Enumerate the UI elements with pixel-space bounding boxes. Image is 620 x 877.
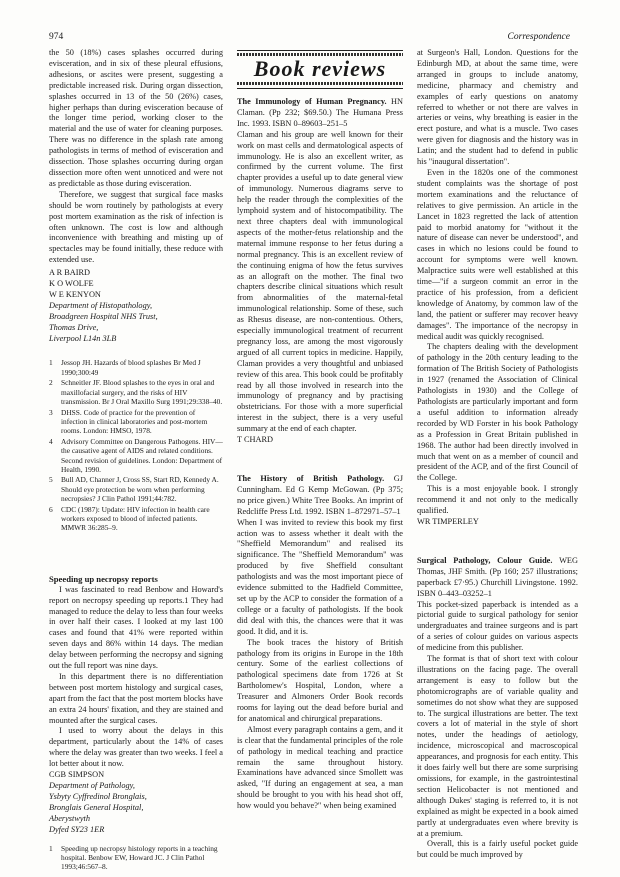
column-book-reviews-1 bbox=[237, 48, 403, 812]
review2-paragraph-4: at Surgeon's Hall, London. Questions for the Edinburgh MD, at about the same time, were arranged in groups to include anatomy, medicine, pharmacy and chemistry and examples of early questions on anatomy referred to whether or not there are valves in arteries or veins, why breathing is easier in the erect posture, and what is a muscle. Two cases were given for diagnosis and the history was in Latin; and the student had to defend in public his "inaugural dissertation". bbox=[417, 48, 578, 167]
letter2-references bbox=[49, 844, 223, 872]
review1-paragraph-1: Claman and his group are well known for their work on mast cells and dermatological aspects of immunology. He is also an excellent writer, as confirmed by the current volume. The first chapter provides a useful up to date general view of immunology. Numerous diagrams serve to help the reader through the complexities of the lymphoid system and of histocompatibility. The next three chapters deal with immunological aspects of the mother-fetus relationship and the maternal immune response to her fetus during a normal pregnancy. This is an excellent review of the continuing enigma of how the fetus survives as an allograft on the mother. The final two chapters describe clinical situations which result from abnormalities of the maternal-fetal immunological relationship. Some of these, such as Rhesus disease, are non-contentious. Others, especially immunological treatment of recurrent pregnancy loss, are among the most vigorously argued of all current topics in medicine. Happily, Claman provides a very thoughtful and unbiased review of this area. This book could be profitably read by all those involved in research into the immunology of pregnancy and by practising obstetricians. For those with a more superficial interest in the subject, there is a very useful summary at the end of each chapter. bbox=[237, 129, 403, 434]
reference-item: 6 CDC (1987): Update: HIV infection in health care workers exposed to blood of infected patients. MMWR 36:285–9. bbox=[49, 504, 210, 533]
review2-reviewer: WR TIMPERLEY bbox=[417, 516, 479, 526]
affiliation-line: Thomas Drive, bbox=[49, 322, 99, 332]
review3-bibliography: WEG Thomas, JHF Smith. (Pp 160; 257 illustrations; paperback £7·95.) Churchill Livingstone. 1992. ISBN 0–443–03252–1 bbox=[417, 555, 578, 598]
affiliation-line: Broadgreen Hospital NHS Trust, bbox=[49, 311, 158, 321]
reference-item: 3 DHSS. Code of practice for the prevention of infection in clinical laboratories and post-mortem rooms. London: HMSO, 1978. bbox=[49, 407, 208, 436]
review2-header bbox=[237, 474, 403, 518]
reference-item: 1 Jessop JH. Hazards of blood splashes Br Med J 1990;300:49 bbox=[49, 358, 201, 377]
affiliation-line: Liverpool L14n 3LB bbox=[49, 333, 117, 343]
author-name: CGB SIMPSON bbox=[49, 770, 105, 780]
letter2-paragraph-3: I used to worry about the delays in this department, particularly about the 14% of cases where the delay was greater than two weeks. I feel a lot better about it now. bbox=[49, 726, 223, 769]
affiliation-line: Ysbyty Cyffredinol Bronglais, bbox=[49, 791, 147, 801]
review1-reviewer: T CHARD bbox=[237, 435, 274, 445]
author-name: W E KENYON bbox=[49, 289, 101, 299]
review3-book-title: Surgical Pathology, Colour Guide. bbox=[417, 555, 553, 565]
book-reviews-banner bbox=[237, 50, 403, 89]
letter1-paragraph-1: the 50 (18%) cases splashes occurred during evisceration, and in six of these pleural effusions, adhesions, or ascites were present, suggesting a predictable increased risk. During organ dissection, splashes occurred in 13 of the 50 (26%) cases, higher perhaps than during evisceration because of the longer time period, working closer to the material and the use of water for cleaning purposes. There was no difference in the splash rate among pathologists in terms of method of evisceration and dissection. Those splashes occurring during organ dissection more often went unnoticed and were not as predictable as those during evisceration. bbox=[49, 48, 223, 188]
letter2-heading: Speeding up necropsy reports bbox=[49, 573, 158, 584]
review2-bibliography: GJ Cunningham. Ed G Kemp McGowan. (Pp 375; no price given.) White Tree Books. An imprint of Redcliffe Press Ltd. 1992. ISBN 1–872971–57–1 bbox=[237, 474, 404, 516]
affiliation-line: Department of Pathology, bbox=[49, 781, 135, 790]
review3-paragraph-2: The format is that of short text with colour illustrations on the facing page. The overall arrangement is easy to follow but the photomicrographs are of variable quality and sometimes do not show what they are supposed to. The surgical illustrations are better. The text covers a lot of material in the style of short notes, under the headings of aetiology, incidence, microscopical and macroscopical appearances, and prognosis for each entity. This it does fairly well but there are some surprising omissions, for example, in the gastrointestinal section Helicobacter is not mentioned and although Dukes' staging is referred to, it is not explained as might be expected in a book aimed partly at undergraduates even where brevity is at a premium. bbox=[417, 654, 578, 838]
affiliation-line: Dyfed SY23 1ER bbox=[49, 824, 105, 834]
column-letters bbox=[49, 48, 223, 873]
letter1-paragraph-2: Therefore, we suggest that surgical face masks should be worn routinely by pathologists at every post mortem examination as the risk of infection is often unknown. The cost is low and although inconvenience with breathing and misting up of spectacles may be found initially, these reduce with extended use. bbox=[49, 189, 223, 265]
section-label: Correspondence bbox=[507, 32, 570, 42]
review2-book-title: The History of British Pathology. bbox=[237, 474, 385, 483]
reference-item: 2 Schneitler JF. Blood splashes to the eyes in oral and maxillofacial surgery, and the risks of HIV transmission. Br J Oral Maxillo Surg 1991;29:338–40. bbox=[49, 378, 223, 407]
review2-paragraph-7: This is a most enjoyable book. I strongly recommend it and not only to the medically qualified. bbox=[417, 484, 578, 516]
review3-header bbox=[417, 556, 578, 600]
review1-bibliography: HN Claman. (Pp 232; $69.50.) The Humana Press Inc. 1993. ISBN 0–89603–251–5 bbox=[237, 97, 403, 128]
author-name: K O WOLFE bbox=[49, 279, 94, 289]
review2-paragraph-1: When I was invited to review this book my first action was to assess whether it dealt with the "Sheffield Memorandum" and realised its significance. The "Sheffield Memorandum" was produced by five Sheffield consultant pathologists and was the most important piece of evidence submitted to the Hadfield Committee, set up by the ACP to consider the formation of a college or a faculty of pathologists. If the book did deal with this, the chances were that it was good. It did, and it is. bbox=[237, 517, 403, 636]
author-name: A R BAIRD bbox=[49, 268, 91, 278]
letter1-references bbox=[49, 358, 223, 532]
review2-paragraph-5: Even in the 1820s one of the commonest student complaints was the shortage of post mortem examinations and the reluctance of relatives to give permission. An article in the Lancet in 1823 regretted the lack of attention paid to morbid anatomy for "without it the nature of disease can never be understood", and cases in which no lesions could be found to account for symptoms were well known. Malpractice suits were well established at this time—"if a surgeon commit an error in the practice of his profession, from a deficient knowledge of Anatomy, by common law of the land, the patient or sufferer may recover heavy damages". The importance of the necropsy in medical audit was quickly recognised. bbox=[417, 167, 578, 341]
reference-item: 4 Advisory Committee on Dangerous Pathogens. HIV—the causative agent of AIDS and related conditions. Second revision of guidelines. London: Department of Health, 1990. bbox=[49, 436, 223, 474]
affiliation-line: Aberystwyth bbox=[49, 813, 91, 823]
letter2-paragraph-2: In this department there is no differentiation between post mortem histology and surgical cases, apart from the fact that the post mortem blocks have an extra 24 hours' fixation, and they are stained and mounted after the surgical cases. bbox=[49, 671, 223, 725]
column-book-reviews-2 bbox=[417, 48, 578, 861]
reference-item: 1 Speeding up necropsy histology reports in a teaching hospital. Benbow EW, Howard JC. J Clin Pathol 1993;46:567–8. bbox=[49, 843, 218, 872]
reference-item: 5 Bull AD, Channer J, Cross SS, Start RD, Kennedy A. Should eye protection be worn when performing necropsies? J Clin Pathol 1991;44:782. bbox=[49, 475, 219, 504]
review1-header bbox=[237, 97, 403, 130]
review2-paragraph-3: Almost every paragraph contains a gem, and it is clear that the fundamental principles of the role of pathology in medical teaching and practice remain the same throughout history. Examinations have advanced since Smollett was asked, "If during an engagement at sea, a man should be brought to you with his head shot off, how would you behave?" when being examined bbox=[237, 724, 403, 811]
page-number: 974 bbox=[49, 32, 64, 42]
review3-paragraph-3: Overall, this is a fairly useful pocket guide but could be much improved by bbox=[417, 839, 578, 860]
book-reviews-title: Book reviews bbox=[253, 56, 387, 81]
letter1-signature bbox=[49, 268, 223, 344]
affiliation-line: Bronglais General Hospital, bbox=[49, 802, 144, 812]
review2-paragraph-2: The book traces the history of British pathology from its origins in Europe in the 18th century. Some of the earliest collections of pathological specimens date from 1726 at St Bartholomew's Hospital, London, where a Treasurer and Almoners Order Book records rooms for laying out the dead before burial and for anatomical and chirurgical preparations. bbox=[237, 637, 403, 723]
affiliation-line: Department of Histopathology, bbox=[49, 300, 153, 310]
review1-book-title: The Immunology of Human Pregnancy. bbox=[237, 97, 387, 106]
review2-paragraph-6: The chapters dealing with the development of pathology in the 20th century leading to the formation of The British Society of Pathologists in 1927 (renamed the Association of Clinical Pathologists in 1930) and the College of Pathologists are particularly important and form a useful addition to information already recorded by WD Forster in his book Pathology as a Profession in Great Britain published in 1968. The author had been directly involved in much that went on as a member of council and president of the ACP, and of the first Council of the College. bbox=[417, 342, 578, 483]
letter2-paragraph-1: I was fascinated to read Benbow and Howard's report on necropsy speeding up reports.1 They had managed to reduce the delay to less than four weeks in over half their cases. I looked at my last 100 cases and found that 41% were reported within seven days and 86% within 14 days. The median delay between performing the necropsy and signing out the full report was nine days. bbox=[49, 584, 223, 671]
review3-paragraph-1: This pocket-sized paperback is intended as a pictorial guide to surgical pathology for senior undergraduates and trainee surgeons and is part of a series of colour guides on various aspects of medicine from this publisher. bbox=[417, 599, 578, 653]
letter2-signature bbox=[49, 770, 223, 835]
banner-rule bbox=[237, 82, 403, 85]
